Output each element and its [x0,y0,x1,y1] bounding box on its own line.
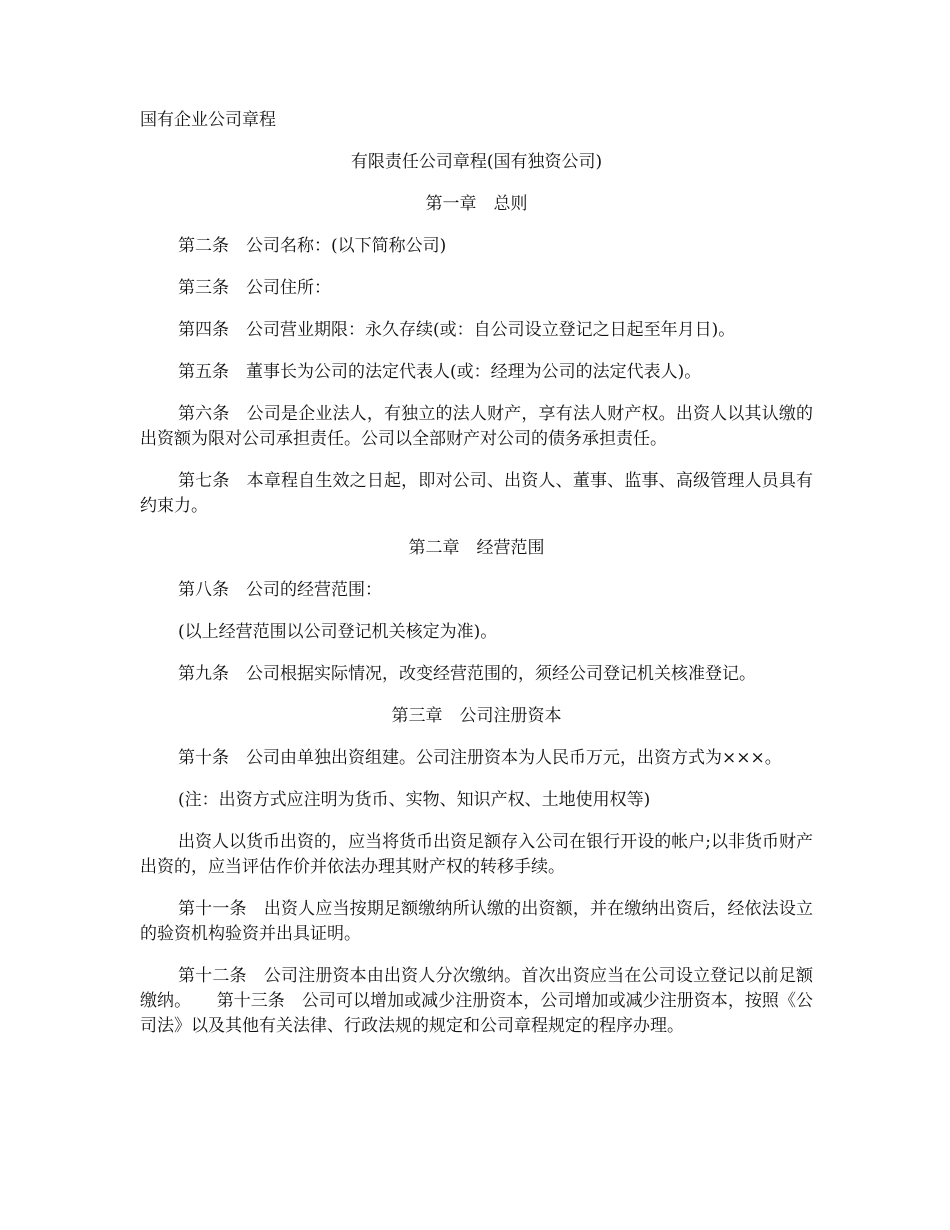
document-subtitle: 有限责任公司章程(国有独资公司) [350,152,603,172]
article-6: 第六条 公司是企业法人，有独立的法人财产，享有法人财产权。出资人以其认缴的出资额为限对公司承担责任。公司以全部财产对公司的债务承担责任。 [140,404,813,449]
article-12-13: 第十二条 公司注册资本由出资人分次缴纳。首次出资应当在公司设立登记以前足额缴纳。 第十三条 公司可以增加或减少注册资本，公司增加或减少注册资本，按照《公司法》以及其他有关法律、行政法规的规定和公司章程规定的程序办理。 [140,966,813,1036]
chapter-heading-3: 第三章 公司注册资本 [391,706,562,726]
article-8-note: (以上经营范围以公司登记机关核定为准)。 [178,622,498,642]
article-3: 第三条 公司住所： [178,278,331,298]
article-4: 第四条 公司营业期限：永久存续(或：自公司设立登记之日起至年月日)。 [178,320,736,340]
chapter-heading-1: 第一章 总则 [425,194,528,214]
article-10: 第十条 公司由单独出资组建。公司注册资本为人民币万元，出资方式为×××。 [178,748,782,768]
article-2: 第二条 公司名称：(以下简称公司) [178,236,447,256]
article-9: 第九条 公司根据实际情况，改变经营范围的，须经公司登记机关核准登记。 [178,664,756,684]
article-7: 第七条 本章程自生效之日起，即对公司、出资人、董事、监事、高级管理人员具有约束力。 [140,471,813,516]
article-11: 第十一条 出资人应当按期足额缴纳所认缴的出资额，并在缴纳出资后，经依法设立的验资机构验资并出具证明。 [140,899,813,944]
document-body [140,108,813,1056]
article-10-note: (注：出资方式应注明为货币、实物、知识产权、土地使用权等) [178,790,651,810]
document-title: 国有企业公司章程 [140,110,276,130]
article-8: 第八条 公司的经营范围： [178,580,382,600]
article-5: 第五条 董事长为公司的法定代表人(或：经理为公司的法定代表人)。 [178,362,702,382]
article-10-paragraph: 出资人以货币出资的，应当将货币出资足额存入公司在银行开设的帐户;以非货币财产出资的，应当评估作价并依法办理其财产权的转移手续。 [140,832,813,877]
chapter-heading-2: 第二章 经营范围 [408,538,545,558]
